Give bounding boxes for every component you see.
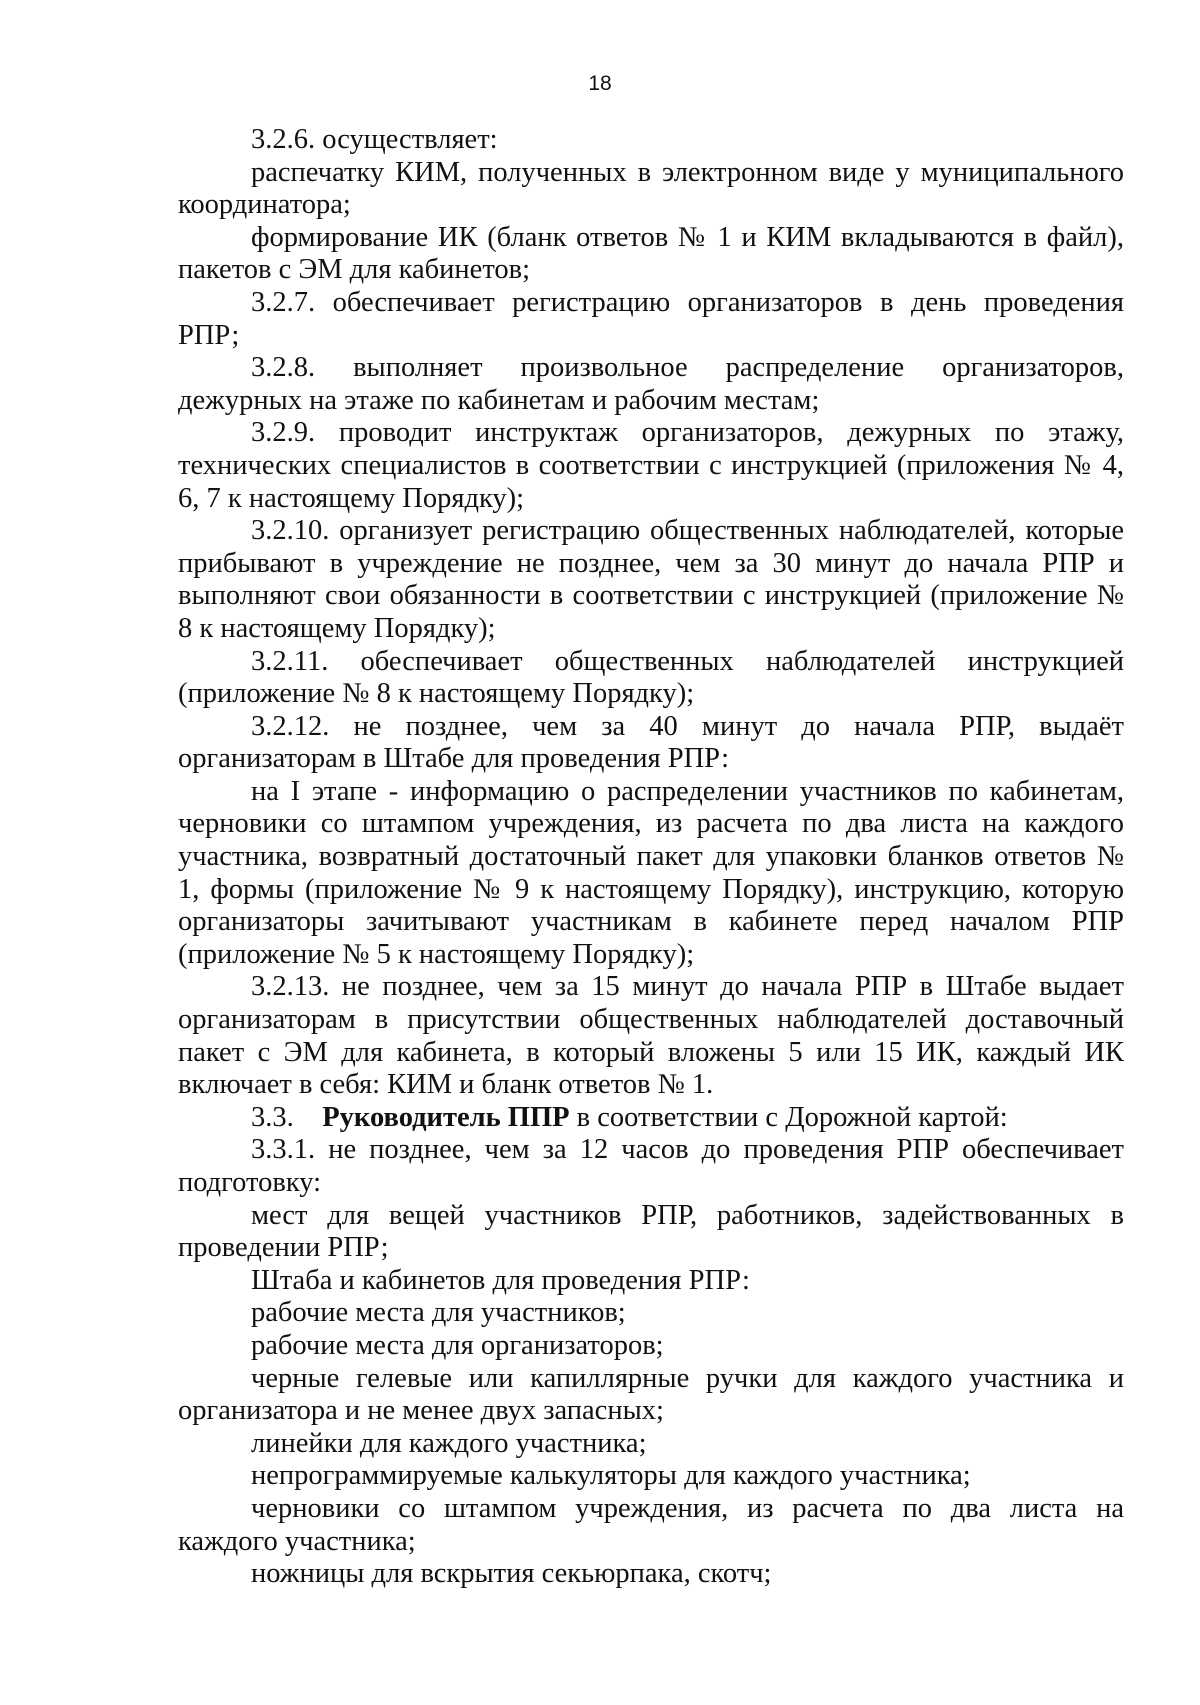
paragraph-3-2-7: 3.2.7. обеспечивает регистрацию организаторов в день проведения РПР; [178,286,1124,351]
page-number: 18 [588,72,612,95]
paragraph-organizer-workplaces: рабочие места для организаторов; [251,1329,664,1361]
paragraph-stage-one: на I этапе - информацию о распределении участников по кабинетам, черновики со штампом учреждения, из расчета по два листа на каждого участника, возвратный достаточный пакет для упаковки бланков ответов № 1, формы (приложение № 9 к настоящему Порядку), инструкцию, которую организаторы зачитывают участникам в кабинете перед началом РПР (приложение № 5 к настоящему Порядку); [178,775,1124,970]
paragraph-3-2-13: 3.2.13. не позднее, чем за 15 минут до начала РПР в Штабе выдает организаторам в присутствии общественных наблюдателей доставочный пакет с ЭМ для кабинета, в который вложены 5 или 15 ИК, каждый ИК включает в себя: КИМ и бланк ответов № 1. [178,971,1124,1101]
paragraph-3-2-10: 3.2.10. организует регистрацию общественных наблюдателей, которые прибывают в учреждение не позднее, чем за 30 минут до начала РПР и выполняют свои обязанности в соответствии с инструкцией (приложение № 8 к настоящему Порядку); [178,515,1124,644]
paragraph-3-2-8: 3.2.8. выполняет произвольное распределение организаторов, дежурных на этаже по кабинетам и рабочим местам; [178,352,1124,416]
paragraph-3-3-1: 3.3.1. не позднее, чем за 12 часов до проведения РПР обеспечивает подготовку: [178,1134,1124,1198]
document-body [178,124,1124,1591]
paragraph-3-3 [178,1102,1124,1135]
paragraph-3-2-12: 3.2.12. не позднее, чем за 40 минут до начала РПР, выдаёт организаторам в Штабе для проведения РПР: [178,710,1124,775]
paragraph-rulers: линейки для каждого участника; [251,1427,647,1459]
paragraph-calculators: непрограммируемые калькуляторы для каждого участника; [251,1460,971,1492]
paragraph-forming-ik: формирование ИК (бланк ответов № 1 и КИМ вкладываются в файл), пакетов с ЭМ для кабинетов; [178,221,1124,286]
section-heading: Руководитель ППР [322,1101,570,1133]
paragraph-3-2-11: 3.2.11. обеспечивает общественных наблюдателей инструкцией (приложение № 8 к настоящему Порядку); [178,645,1124,710]
paragraph-pens: черные гелевые или капиллярные ручки для каждого участника и организатора и не менее двух запасных; [178,1362,1124,1427]
section-number: 3.3. [251,1101,294,1133]
paragraph-participant-workplaces: рабочие места для участников; [251,1297,626,1329]
paragraph-scissors: ножницы для вскрытия секьюрпака, скотч; [251,1558,772,1590]
paragraph-places-for-items: мест для вещей участников РПР, работников, задействованных в проведении РПР; [178,1199,1124,1264]
paragraph-headquarters: Штаба и кабинетов для проведения РПР: [251,1264,750,1296]
section-heading-rest: в соответствии с Дорожной картой: [569,1101,1008,1133]
paragraph-printing-kim: распечатку КИМ, полученных в электронном виде у муниципального координатора; [178,156,1124,221]
paragraph-3-2-9: 3.2.9. проводит инструктаж организаторов, дежурных по этажу, технических специалистов в соответствии с инструкцией (приложения № 4, 6, 7 к настоящему Порядку); [178,417,1124,514]
paragraph-drafts: черновики со штампом учреждения, из расчета по два листа на каждого участника; [178,1492,1124,1557]
paragraph-3-2-6: 3.2.6. осуществляет: [251,124,498,155]
